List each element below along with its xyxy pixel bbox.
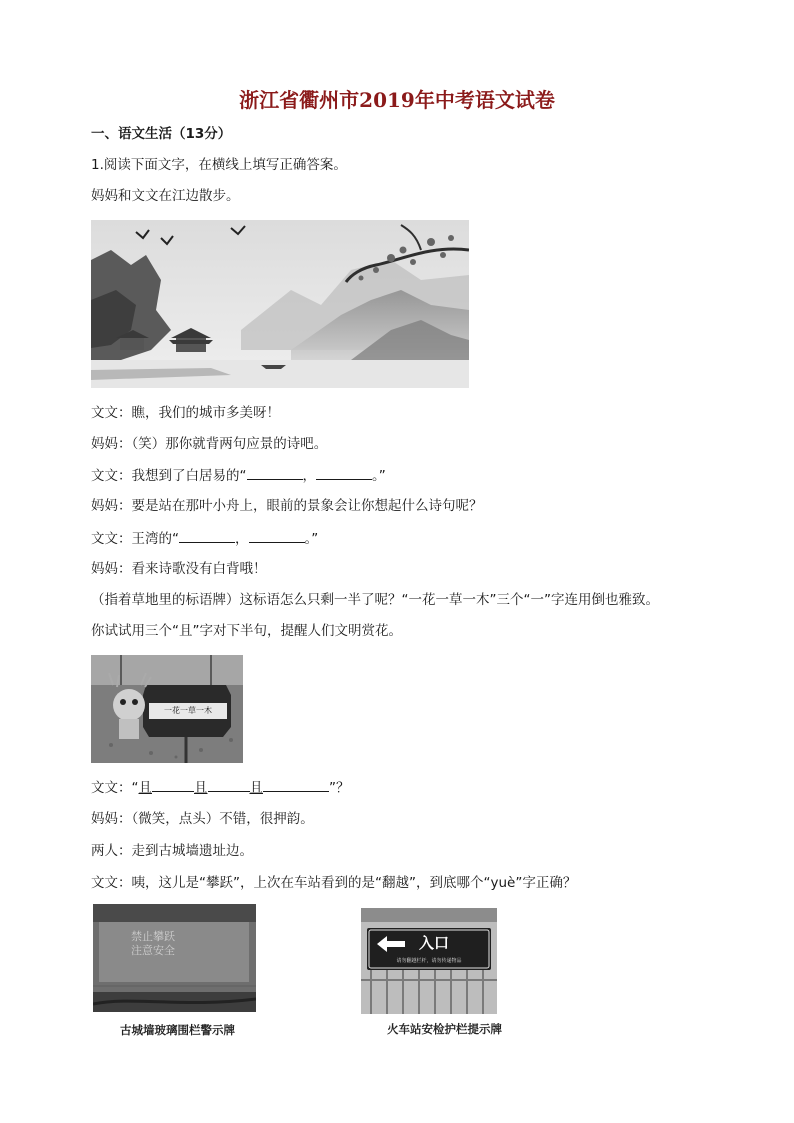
dialogue-line: 妈妈：（笑）那你就背两句应景的诗吧。 [91,436,328,452]
dialogue-line: （指着草地里的标语牌）这标语怎么只剩一半了呢？“一花一草一木”三个“一”字连用倒也雅致。 [91,592,659,608]
dialogue-line: 妈妈：看来诗歌没有白背哦！ [91,561,267,577]
answer-blank[interactable] [249,528,305,543]
question-prompt: 1.阅读下面文字，在横线上填写正确答案。 [91,157,347,173]
dialogue-line: 你试试用三个“且”字对下半句，提醒人们文明赏花。 [91,623,402,639]
caption-right: 火车站安检护栏提示牌 [387,1022,502,1036]
dialogue-line: 文文：瞧，我们的城市多美呀！ [91,405,280,421]
wall-sign-line: 注意安全 [131,944,175,957]
wall-sign-line: 禁止攀跃 [131,930,175,943]
answer-blank[interactable] [263,777,329,792]
station-sign-main: 入口 [419,934,450,952]
answer-blank[interactable] [316,465,372,480]
dialogue-line-blanks: 文文：王湾的“ ， 。” [91,528,318,549]
page-title: 浙江省衢州市2019年中考语文试卷 [239,88,555,112]
intro-text: 妈妈和文文在江边散步。 [91,188,240,204]
station-sign-photo [361,908,497,1014]
station-sign-sub: 请勿翻越栏杆，请勿传递物品 [396,958,462,964]
caption-left: 古城墙玻璃围栏警示牌 [120,1023,235,1037]
dialogue-line: 妈妈：（微笑，点头）不错，很押韵。 [91,811,314,827]
dialogue-line: 妈妈：要是站在那叶小舟上，眼前的景象会让你想起什么诗句呢？ [91,498,483,514]
lawn-sign-photo [91,655,243,763]
dialogue-line-qie: 文文：“且 且 且 ”？ [91,777,350,798]
answer-blank[interactable] [179,528,235,543]
answer-blank[interactable] [208,777,250,792]
city-wall-sign-photo [93,904,256,1012]
dialogue-line: 两人：走到古城墙遗址边。 [91,843,253,859]
dialogue-line-blanks: 文文：我想到了白居易的“ ， 。” [91,465,386,486]
landscape-painting [91,220,469,388]
lawn-sign-text: 一花一草一木 [164,706,212,715]
answer-blank[interactable] [247,465,303,480]
section-heading: 一、语文生活（13分） [91,126,232,142]
dialogue-line: 文文：咦，这儿是“攀跃”，上次在车站看到的是“翻越”，到底哪个“yuè”字正确？ [91,875,577,891]
answer-blank[interactable] [152,777,194,792]
